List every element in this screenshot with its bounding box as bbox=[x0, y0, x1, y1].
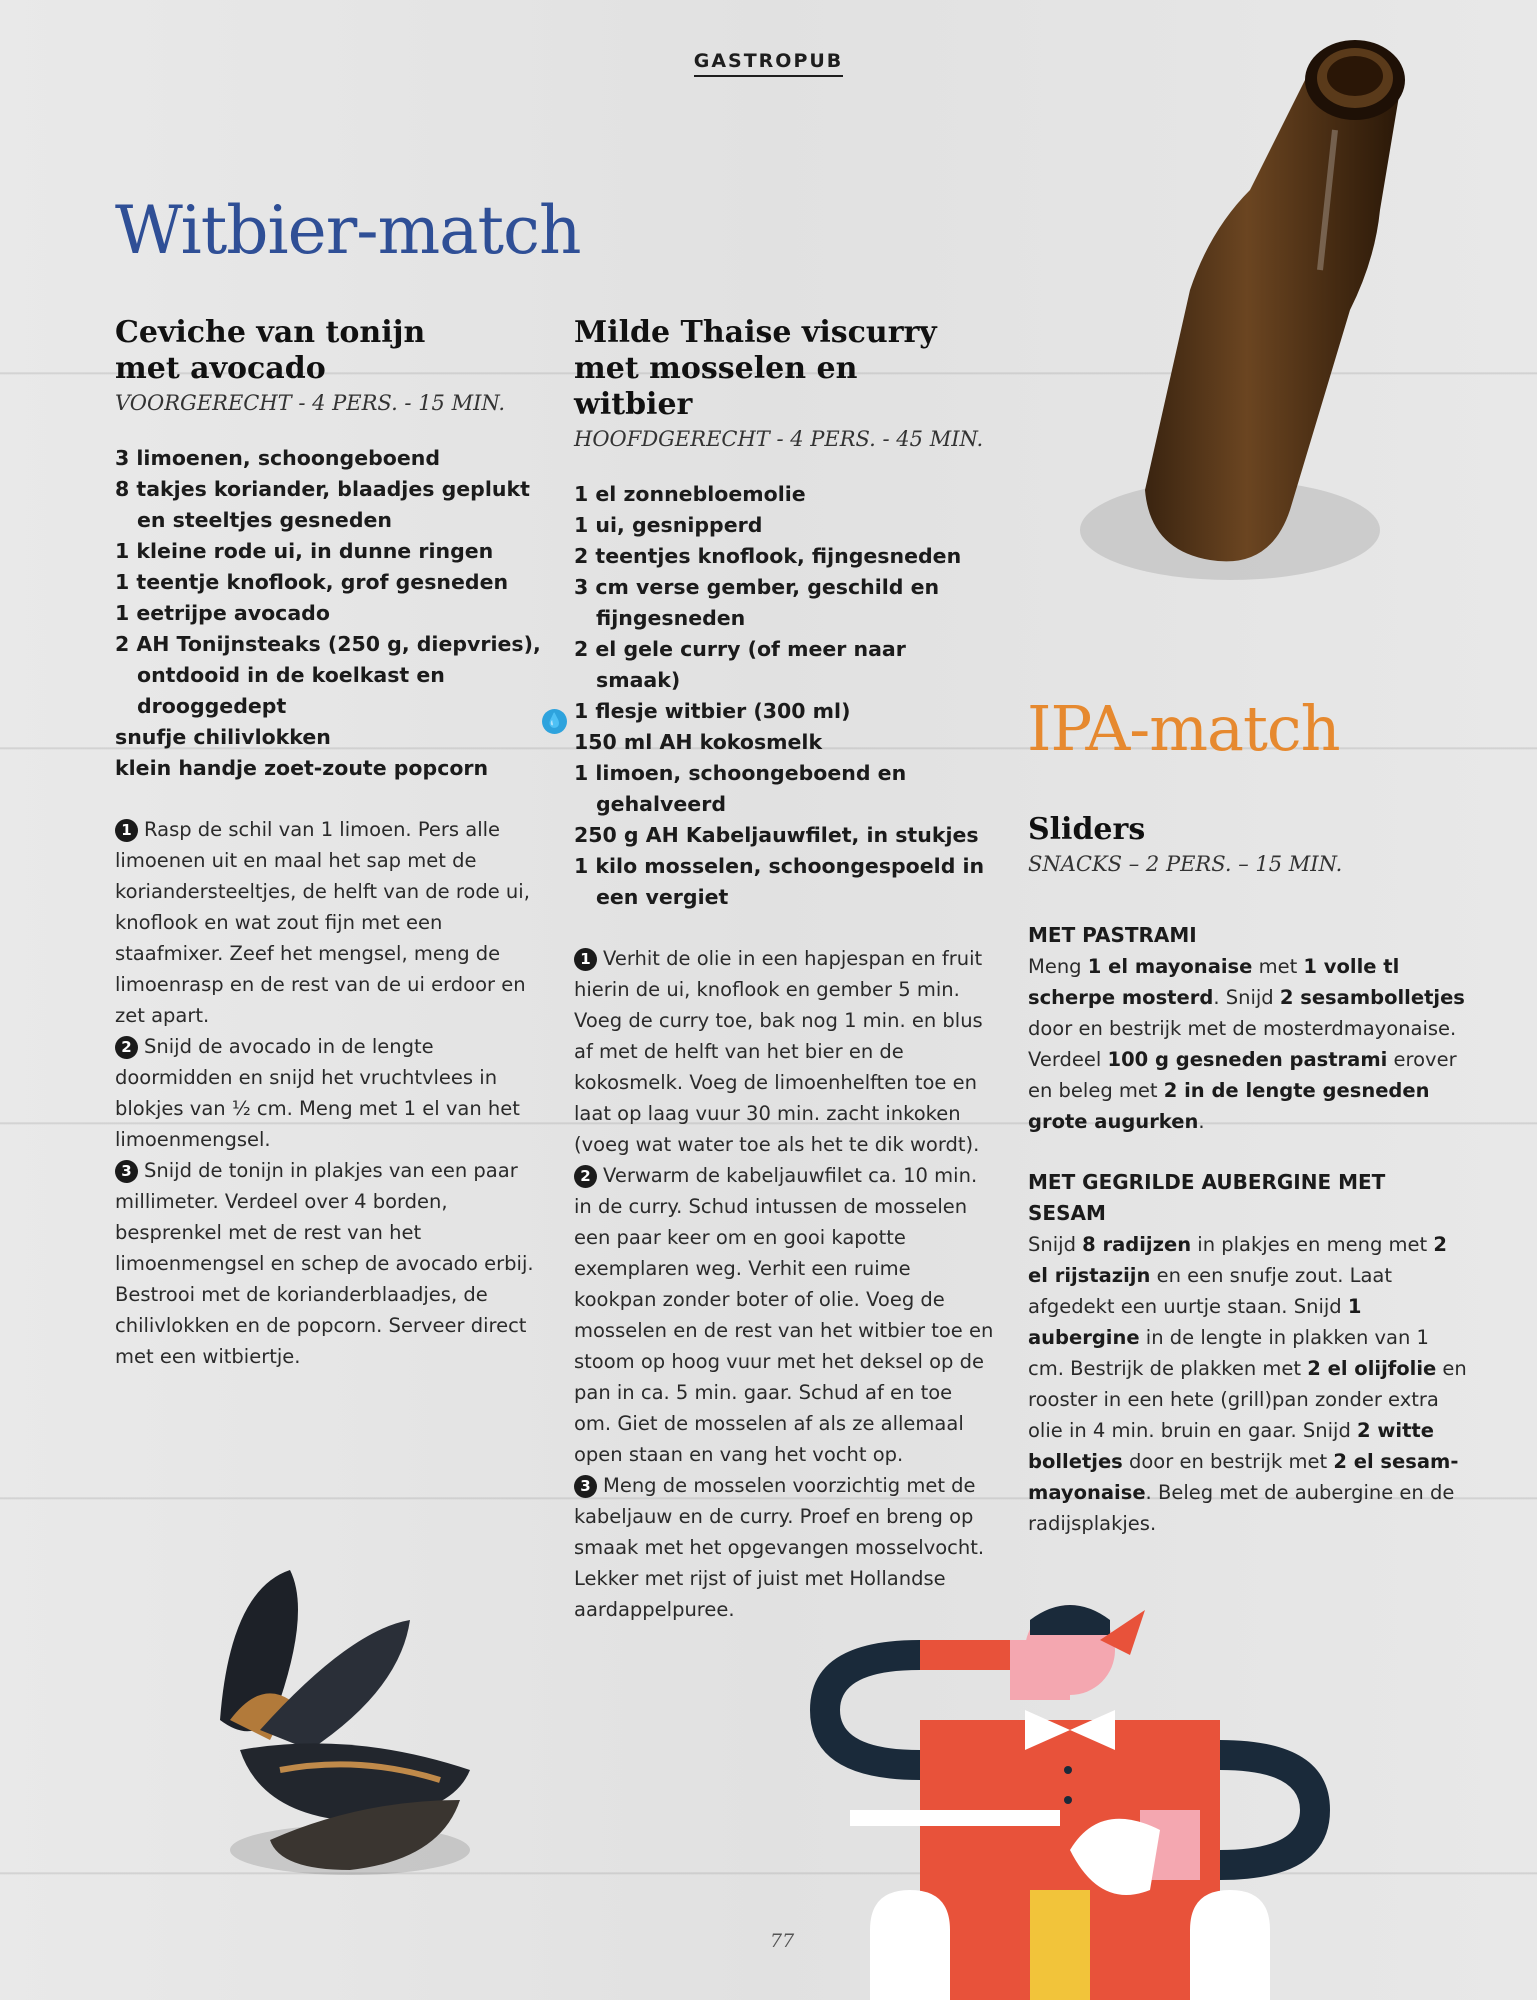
quantity: 2 sesambolletjes bbox=[1279, 986, 1465, 1009]
sliders-title: Sliders bbox=[1028, 812, 1146, 847]
quantity: 2 el sesam-mayonaise bbox=[1028, 1450, 1459, 1504]
quantity: 2 el olijfolie bbox=[1307, 1357, 1437, 1380]
curry-subtitle: HOOFDGERECHT - 4 PERS. - 45 MIN. bbox=[574, 427, 984, 451]
text-run: in de lengte in plakken van 1 cm. Bestrijk de plakken met bbox=[1028, 1326, 1429, 1380]
quantity: 1 volle tl scherpe mosterd bbox=[1028, 955, 1400, 1009]
step-text: Rasp de schil van 1 limoen. Pers alle limoenen uit en maal het sap met de koriandersteeltjes, de helft van de rode ui, knoflook en wat zout fijn met een staafmixer. Zeef het mengsel, meng de limoenrasp en de rest van de ui erdoor en zet apart. bbox=[115, 818, 530, 1027]
quantity: 2 witte bolletjes bbox=[1028, 1419, 1434, 1473]
quantity: 1 aubergine bbox=[1028, 1295, 1362, 1349]
ceviche-title-line2: met avocado bbox=[115, 351, 326, 386]
step-number-badge: 3 bbox=[115, 1160, 138, 1183]
curry-steps bbox=[574, 943, 994, 1625]
witbier-match-title: Witbier-match bbox=[115, 192, 581, 269]
ingredient: 1 ui, gesnipperd bbox=[574, 513, 763, 537]
aubergine-heading: MET GEGRILDE AUBERGINE MET SESAM bbox=[1028, 1170, 1386, 1225]
text-run: erover en beleg met bbox=[1028, 1048, 1457, 1102]
curry-title-line3: witbier bbox=[574, 387, 693, 422]
ingredient: 2 teentjes knoflook, fijngesneden bbox=[574, 544, 962, 568]
sliders-recipe bbox=[1028, 812, 1468, 1539]
quantity: 2 el rijstazijn bbox=[1028, 1233, 1447, 1287]
ingredient: 150 ml AH kokosmelk bbox=[574, 730, 823, 754]
text-run: . Snijd bbox=[1213, 986, 1280, 1009]
recipe-step bbox=[574, 1470, 994, 1625]
quantity: 2 in de lengte gesneden grote augurken bbox=[1028, 1079, 1430, 1133]
text-run: Snijd bbox=[1028, 1233, 1083, 1256]
ingredient: 3 cm verse gember, geschild en fijngesneden bbox=[574, 575, 940, 630]
ingredient: 250 g AH Kabeljauwfilet, in stukjes bbox=[574, 823, 979, 847]
ceviche-title-line1: Ceviche van tonijn bbox=[115, 315, 426, 350]
quantity: 1 el mayonaise bbox=[1087, 955, 1253, 978]
mussels-photo bbox=[200, 1550, 500, 1890]
quantity: 8 radijzen bbox=[1082, 1233, 1192, 1256]
text-run: door en bestrijk met de mosterdmayonaise. Verdeel bbox=[1028, 1017, 1457, 1071]
step-text: Meng de mosselen voorzichtig met de kabeljauw en de curry. Proef en breng op smaak met het opgevangen mosselvocht. Lekker met rijst of juist met Hollandse aardappelpuree. bbox=[574, 1474, 985, 1621]
ceviche-steps bbox=[115, 814, 545, 1372]
pastrami-variant bbox=[1028, 920, 1468, 1137]
pastrami-instructions bbox=[1028, 951, 1468, 1137]
ingredient: 1 flesje witbier (300 ml) bbox=[574, 699, 851, 723]
beer-bottle-illustration bbox=[1050, 10, 1470, 610]
text-run: in plakjes en meng met bbox=[1191, 1233, 1434, 1256]
text-run: door en bestrijk met bbox=[1122, 1450, 1334, 1473]
info-drop-icon[interactable]: 💧 bbox=[542, 709, 567, 734]
text-run: en een snufje zout. Laat afgedekt een uurtje staan. Snijd bbox=[1028, 1264, 1393, 1318]
ingredient: snufje chilivlokken bbox=[115, 725, 331, 749]
text-run: Meng bbox=[1028, 955, 1088, 978]
text-run: met bbox=[1252, 955, 1304, 978]
curry-recipe bbox=[574, 315, 994, 1625]
step-number-badge: 2 bbox=[115, 1036, 138, 1059]
ceviche-subtitle: VOORGERECHT - 4 PERS. - 15 MIN. bbox=[115, 391, 506, 415]
ipa-match-title: IPA-match bbox=[1027, 692, 1340, 765]
recipe-step bbox=[574, 1160, 994, 1470]
recipe-step bbox=[115, 1031, 545, 1155]
ingredient: 1 teentje knoflook, grof gesneden bbox=[115, 570, 509, 594]
step-number-badge: 3 bbox=[574, 1475, 597, 1498]
ingredient: 1 kilo mosselen, schoongespoeld in een vergiet bbox=[574, 854, 985, 909]
aubergine-variant bbox=[1028, 1167, 1468, 1539]
ingredient: 1 el zonnebloemolie bbox=[574, 482, 806, 506]
ingredient: 8 takjes koriander, blaadjes geplukt en steeltjes gesneden bbox=[115, 477, 530, 532]
ingredient: 2 AH Tonijnsteaks (250 g, diepvries), ontdooid in de koelkast en drooggedept bbox=[115, 632, 541, 718]
waiter-illustration bbox=[770, 1600, 1370, 2000]
curry-title-line2: met mosselen en bbox=[574, 351, 858, 386]
sliders-subtitle: SNACKS – 2 PERS. – 15 MIN. bbox=[1028, 852, 1343, 876]
step-number-badge: 2 bbox=[574, 1165, 597, 1188]
curry-ingredient-list bbox=[574, 479, 994, 913]
recipe-step bbox=[115, 1155, 545, 1372]
ceviche-recipe bbox=[115, 315, 545, 1372]
ingredient: klein handje zoet-zoute popcorn bbox=[115, 756, 489, 780]
page-number: 77 bbox=[770, 1930, 795, 1952]
quantity: 100 g gesneden pastrami bbox=[1107, 1048, 1388, 1071]
step-text: Snijd de avocado in de lengte doormidden en snijd het vruchtvlees in blokjes van ½ cm. Meng met 1 el van het limoenmengsel. bbox=[115, 1035, 520, 1151]
recipe-step bbox=[115, 814, 545, 1031]
text-run: en rooster in een hete (grill)pan zonder extra olie in 4 min. bruin en gaar. Snijd bbox=[1028, 1357, 1467, 1442]
section-label bbox=[0, 50, 1537, 77]
ceviche-title bbox=[115, 315, 545, 387]
recipe-step bbox=[574, 943, 994, 1160]
step-number-badge: 1 bbox=[574, 948, 597, 971]
step-text: Verwarm de kabeljauwfilet ca. 10 min. in de curry. Schud intussen de mosselen een paar keer om en gooi kapotte exemplaren weg. Verhit een ruime kookpan zonder boter of olie. Voeg de mosselen en de rest van het witbier toe en stoom op hoog vuur met het deksel op de pan in ca. 5 min. gaar. Schud af en toe om. Giet de mosselen af als ze allemaal open staan en vang het vocht op. bbox=[574, 1164, 994, 1466]
aubergine-instructions bbox=[1028, 1229, 1468, 1539]
text-run: . bbox=[1198, 1110, 1205, 1133]
ceviche-ingredient-list bbox=[115, 443, 545, 784]
pastrami-heading: MET PASTRAMI bbox=[1028, 923, 1197, 947]
ingredient: 1 kleine rode ui, in dunne ringen bbox=[115, 539, 494, 563]
curry-title-line1: Milde Thaise viscurry bbox=[574, 315, 937, 350]
ingredient: 1 limoen, schoongeboend en gehalveerd bbox=[574, 761, 907, 816]
text-run: . Beleg met de aubergine en de radijsplakjes. bbox=[1028, 1481, 1455, 1535]
section-label-text: GASTROPUB bbox=[694, 50, 844, 77]
step-text: Verhit de olie in een hapjespan en fruit hierin de ui, knoflook en gember 5 min. Voeg de curry toe, bak nog 1 min. en blus af met de helft van het bier en de kokosmelk. Voeg de limoenhelften toe en laat op laag vuur 30 min. zacht inkoken (voeg wat water toe als het te dik wordt). bbox=[574, 947, 983, 1156]
curry-title bbox=[574, 315, 994, 423]
ingredient: 1 eetrijpe avocado bbox=[115, 601, 330, 625]
step-number-badge: 1 bbox=[115, 819, 138, 842]
step-text: Snijd de tonijn in plakjes van een paar millimeter. Verdeel over 4 borden, besprenkel met de rest van het limoenmengsel en schep de avocado erbij. Bestrooi met de korianderblaadjes, de chilivlokken en de popcorn. Serveer direct met een witbiertje. bbox=[115, 1159, 534, 1368]
ingredient: 3 limoenen, schoongeboend bbox=[115, 446, 441, 470]
ingredient: 2 el gele curry (of meer naar smaak) bbox=[574, 637, 906, 692]
